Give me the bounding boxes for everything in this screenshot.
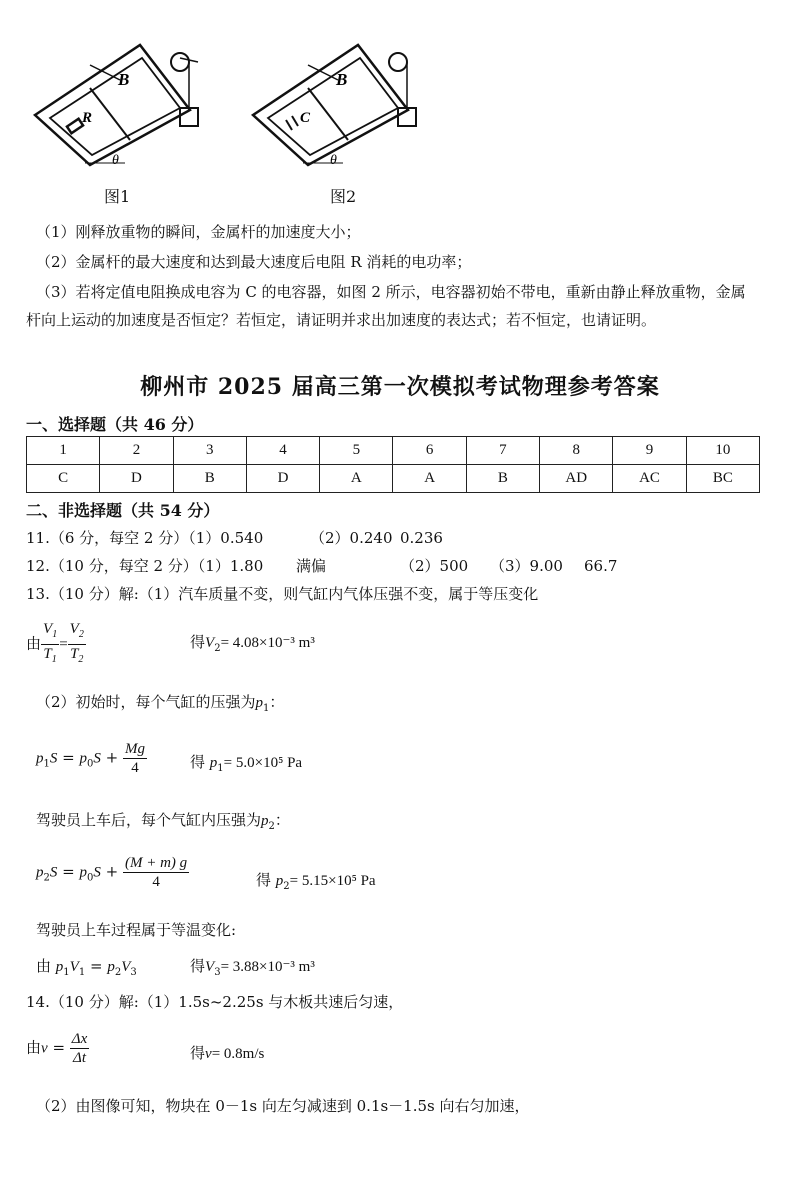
table-cell: 6 (393, 437, 466, 465)
q13-v3-result: 得$V_3= 3.88\times 10^{-3}$ m³ (190, 957, 315, 978)
q13-eq-p1: $p_1S = p_0S$ + $\frac{Mg}{4}$ (36, 741, 145, 776)
q13-eq1-fraction-right: $\frac{V_2}{T_2}$ (69, 621, 84, 665)
q13-eq1-prefix: 由 (26, 634, 42, 653)
q13-eq-v3-prefix: 由 (36, 957, 52, 975)
q13-v2-value: = 4.08×10⁻³ m³ (220, 635, 315, 651)
q13-v3-prefix: 得 (190, 957, 206, 975)
answer-title: 柳州市 2025 届高三第一次模拟考试物理参考答案 (140, 374, 660, 400)
q13-eq1-fraction-left: $\frac{V_1}{T_1}$ (43, 621, 58, 665)
q13-p2-result: 得 $p_2= 5.15\times 10^5$ Pa (256, 871, 376, 892)
figure-2-label-c: C (300, 110, 311, 126)
choice-answer-table (26, 436, 760, 493)
table-cell: 2 (100, 437, 173, 465)
q14-eq-v: 由v = $\frac{\Delta x}{\Delta t}$ (26, 1031, 88, 1066)
figure-1-label-theta: θ (112, 153, 119, 168)
table-cell: B (173, 465, 246, 493)
q13-eq-p2-fraction: $\frac{(M + m) g}{4}$ (124, 855, 188, 890)
figure-2-caption: 图2 (330, 187, 357, 206)
table-cell: D (246, 465, 319, 493)
table-cell: A (393, 465, 466, 493)
q13-v2-prefix: 得 (190, 633, 206, 651)
q13-intro: 13.（10 分）解:（1）汽车质量不变，则气缸内气体压强不变，属于等压变化 (26, 585, 539, 603)
question-3-line-1: （3）若将定值电阻换成电容为 C 的电容器，如图 2 所示，电容器初始不带电，重新由静止释放重物，金属 (36, 283, 746, 301)
table-cell: AC (613, 465, 686, 493)
table-cell: C (27, 465, 100, 493)
q13-p2-prefix: 得 (256, 871, 272, 889)
q13-eq-p2: $p_2S = p_0S$ + $\frac{(M + m) g}{4}$ (36, 855, 188, 890)
table-cell: 8 (540, 437, 613, 465)
figure-1-caption: 图1 (104, 187, 131, 206)
q13-v3-value: = 3.88×10⁻³ m³ (220, 959, 315, 975)
figure-1 (30, 40, 220, 170)
figure-2-label-theta: θ (330, 153, 337, 168)
q12-answer-4: （3）9.00 (490, 557, 563, 575)
q13-p2-value: = 5.15×10⁵ Pa (289, 873, 376, 889)
q13-driver: 驾驶员上车后，每个气缸内压强为$p_2$： (36, 811, 290, 832)
q11-answer-3: 0.236 (400, 529, 443, 547)
question-1: （1）刚释放重物的瞬间，金属杆的加速度大小； (36, 223, 361, 241)
figure-2-diagram (248, 40, 438, 170)
q14-v-prefix: 得 (190, 1044, 206, 1062)
figure-1-label-b: B (118, 70, 130, 89)
q12-head: 12.（10 分，每空 2 分）（1）1.80 (26, 557, 264, 575)
question-3-line-2: 杆向上运动的加速度是否恒定？若恒定，请证明并求出加速度的表达式；若不恒定，也请证明。 (26, 311, 657, 329)
q13-p1-prefix: 得 (190, 753, 206, 771)
figure-2-label-b: B (336, 70, 348, 89)
q14-part2: （2）由图像可知，物块在 0－1s 向左匀减速到 0.1s－1.5s 向右匀加速， (36, 1097, 530, 1115)
table-cell: B (466, 465, 539, 493)
q11-head: 11.（6 分，每空 2 分）（1）0.540 (26, 529, 264, 547)
table-cell: A (320, 465, 393, 493)
table-cell: 7 (466, 437, 539, 465)
q14-v-value: = 0.8m/s (211, 1046, 265, 1062)
q13-p1-value: = 5.0×10⁵ Pa (223, 755, 303, 771)
section-nonchoice-heading: 二、非选择题（共 54 分） (26, 501, 220, 520)
figure-1-diagram (30, 40, 220, 170)
q13-eq-v3: 由 $p_1V_1 = p_2V_3$ (36, 957, 137, 978)
q12-answer-2: 满偏 (296, 557, 327, 575)
table-cell: 5 (320, 437, 393, 465)
q11-answer-2: （2）0.240 (310, 529, 393, 547)
table-cell: BC (686, 465, 759, 493)
q13-driver-text: 驾驶员上车后，每个气缸内压强为 (36, 811, 262, 829)
table-cell: 9 (613, 437, 686, 465)
table-row-numbers (27, 437, 760, 465)
q14-eq-v-prefix: 由 (26, 1038, 42, 1057)
question-2: （2）金属杆的最大速度和达到最大速度后电阻 R 消耗的电功率； (36, 253, 472, 271)
q13-isothermal: 驾驶员上车过程属于等温变化: (36, 921, 237, 939)
q14-intro: 14.（10 分）解:（1）1.5s~2.25s 与木板共速后匀速， (26, 993, 404, 1011)
table-cell: 10 (686, 437, 759, 465)
q13-v2-result: 得$V_2= 4.08\times 10^{-3}$ m³ (190, 633, 315, 654)
q14-v-result: 得v= 0.8m/s (190, 1044, 265, 1062)
table-cell: 3 (173, 437, 246, 465)
q13-p1-result: 得 $p_1= 5.0\times 10^5$ Pa (190, 753, 303, 774)
q13-eq-p1-fraction: $\frac{Mg}{4}$ (124, 741, 145, 776)
q12-answer-3: （2）500 (400, 557, 469, 575)
q13-part2-intro: （2）初始时，每个气缸的压强为$p_1$： (36, 693, 285, 714)
q14-eq-v-fraction: $\frac{\Delta x}{\Delta t}$ (71, 1031, 88, 1066)
figure-1-label-r: R (82, 110, 93, 126)
q13-eq1: 由 $\frac{V_1}{T_1}$ = $\frac{V_2}{T_2}$ (26, 620, 86, 669)
q13-part2-text: （2）初始时，每个气缸的压强为 (36, 693, 256, 711)
table-row-answers (27, 465, 760, 493)
table-cell: AD (540, 465, 613, 493)
table-cell: 1 (27, 437, 100, 465)
figure-2 (248, 40, 438, 170)
section-choice-heading: 一、选择题（共 46 分） (26, 415, 204, 434)
table-cell: 4 (246, 437, 319, 465)
q12-answer-5: 66.7 (584, 557, 618, 575)
table-cell: D (100, 465, 173, 493)
